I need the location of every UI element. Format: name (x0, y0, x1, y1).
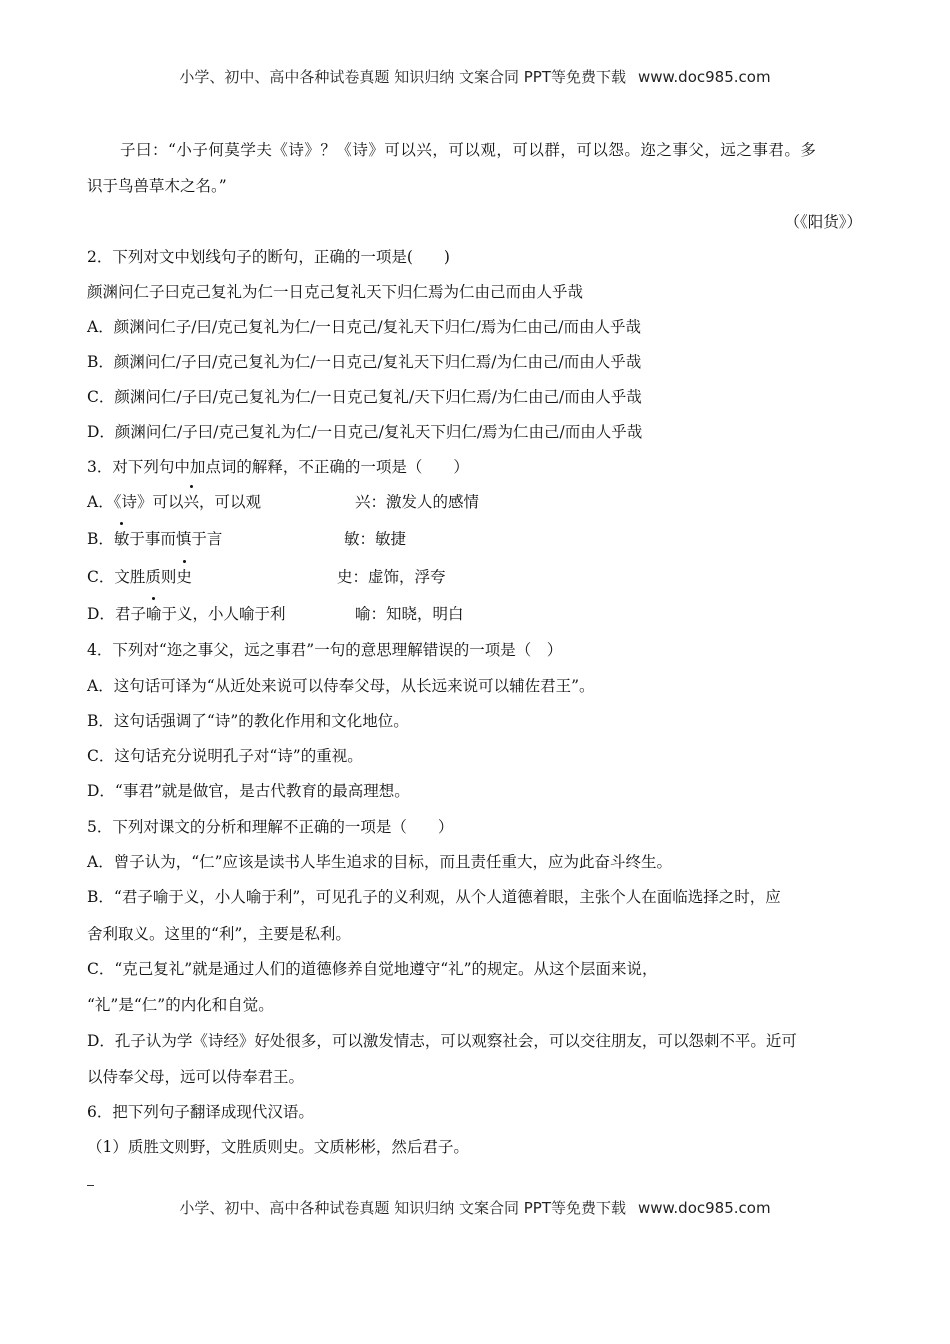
q3-c-gloss: 史：虚饰，浮夸 (337, 568, 446, 586)
q5-option-a: A．曾子认为，“仁”应该是读书人毕生追求的目标，而且责任重大，应为此奋斗终生。 (87, 853, 673, 871)
q3-a-gloss: 兴：激发人的感情 (355, 493, 480, 511)
q3-d-post: 于义，小人喻于利 (161, 605, 286, 623)
header-text: 小学、初中、高中各种试卷真题 知识归纳 文案合同 PPT等免费下载 (179, 68, 626, 86)
passage-line-1: 子曰：“小子何莫学夫《诗》？《诗》可以兴，可以观，可以群，可以怨。迩之事父，远之事君。多 (120, 141, 817, 159)
passage-line-2: 识于鸟兽草木之名。” (87, 177, 227, 195)
q5-option-c-line2: “礼”是“仁”的内化和自觉。 (87, 996, 274, 1014)
q3-stem: 3．对下列句中加点词的解释，不正确的一项是（ ） (87, 458, 469, 476)
q3-b-label: B． (87, 530, 114, 548)
q2-option-c: C．颜渊问仁/子曰/克己复礼为仁/一日克己复礼/天下归仁焉/为仁由己/而由人乎哉 (87, 388, 642, 406)
q3-option-c (87, 565, 446, 587)
header-url[interactable]: www.doc985.com (637, 68, 771, 86)
q5-option-c-line1: C．“克己复礼”就是通过人们的道德修养自觉地遵守“礼”的规定。从这个层面来说， (87, 960, 658, 978)
footer-url[interactable]: www.doc985.com (637, 1199, 771, 1217)
q3-b-gloss: 敏：敏捷 (344, 530, 407, 548)
q5-option-d-line2: 以侍奉父母，远可以侍奉君王。 (87, 1068, 305, 1086)
q3-option-a (87, 490, 480, 512)
footer-text: 小学、初中、高中各种试卷真题 知识归纳 文案合同 PPT等免费下载 (179, 1199, 626, 1217)
q4-option-b: B．这句话强调了“诗”的教化作用和文化地位。 (87, 712, 409, 730)
q3-c-dotted-word: 史 (176, 565, 192, 587)
q4-option-a: A．这句话可译为“从近处来说可以侍奉父母，从长远来说可以辅佐君王”。 (87, 677, 595, 695)
passage-source: （《阳货》） (784, 213, 862, 231)
q2-option-d: D．颜渊问仁/子曰/克己复礼为仁/一日克己/复礼天下归仁/焉为仁由己/而由人乎哉 (87, 423, 643, 441)
q5-option-b-line1: B．“君子喻于义，小人喻于利”，可见孔子的义利观，从个人道德着眼，主张个人在面临选择之时，应 (87, 888, 781, 906)
q2-option-b: B．颜渊问仁/子曰/克己复礼为仁/一日克己/复礼天下归仁焉/为仁由己/而由人乎哉 (87, 353, 642, 371)
q2-stem: 2．下列对文中划线句子的断句，正确的一项是( ) (87, 248, 450, 266)
q3-c-pre: 文胜质则 (114, 568, 177, 586)
q3-a-pre: 《诗》可以 (113, 493, 184, 511)
q5-stem: 5．下列对课文的分析和理解不正确的一项是（ ） (87, 818, 454, 836)
q3-d-dotted-word: 喻 (146, 602, 162, 624)
q2-option-a: A．颜渊问仁子/曰/克己复礼为仁/一日克己/复礼天下归仁/焉为仁由己/而由人乎哉 (87, 318, 642, 336)
q3-c-label: C． (87, 568, 115, 586)
q3-d-gloss: 喻：知晓，明白 (355, 605, 464, 623)
answer-blank-line (87, 1185, 94, 1186)
q3-d-pre: 君子 (114, 605, 146, 623)
q6-stem: 6．把下列句子翻译成现代汉语。 (87, 1103, 314, 1121)
q6-item-1: （1）质胜文则野，文胜质则史。文质彬彬，然后君子。 (87, 1138, 469, 1156)
q4-option-d: D．“事君”就是做官，是古代教育的最高理想。 (87, 782, 410, 800)
q3-a-label: A． (87, 493, 114, 511)
page-footer (0, 1197, 950, 1218)
q3-b-post: 于事而慎于言 (129, 530, 223, 548)
page-header (0, 66, 950, 87)
q3-b-dotted-word: 敏 (114, 527, 130, 549)
q3-a-post: ，可以观 (198, 493, 261, 511)
q2-sentence: 颜渊问仁子曰克己复礼为仁一日克己复礼天下归仁焉为仁由己而由人乎哉 (87, 283, 584, 301)
q4-option-c: C．这句话充分说明孔子对“诗”的重视。 (87, 747, 363, 765)
q3-option-d (87, 602, 464, 624)
q3-a-dotted-word: 兴 (183, 490, 199, 512)
q3-d-label: D． (87, 605, 115, 623)
q5-option-d-line1: D．孔子认为学《诗经》好处很多，可以激发情志，可以观察社会，可以交往朋友，可以怨刺不平。近可 (87, 1032, 797, 1050)
q3-option-b (87, 527, 407, 549)
q4-stem: 4．下列对“迩之事父，远之事君”一句的意思理解错误的一项是（ ） (87, 641, 563, 659)
q5-option-b-line2: 舍利取义。这里的“利”，主要是私利。 (87, 925, 351, 943)
